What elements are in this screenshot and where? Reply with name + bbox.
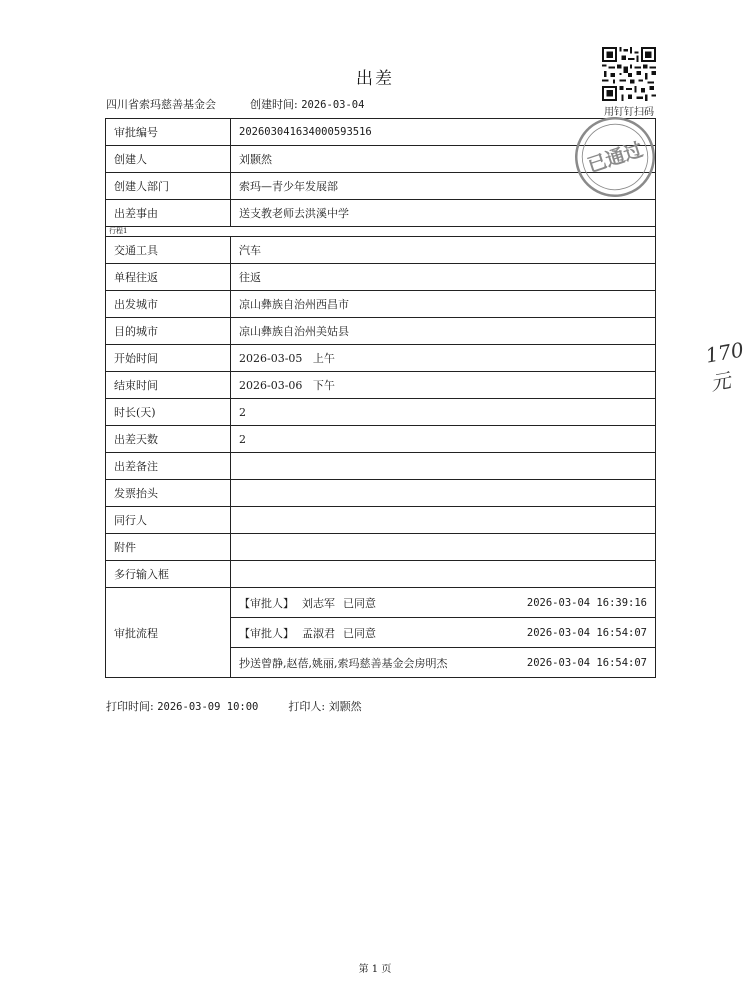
print-time-info bbox=[106, 698, 258, 714]
field-value: 2026-03-06 下午 bbox=[231, 372, 656, 399]
approval-step bbox=[231, 588, 655, 618]
field-label: 交通工具 bbox=[106, 237, 231, 264]
field-label: 出发城市 bbox=[106, 291, 231, 318]
field-label: 审批编号 bbox=[106, 119, 231, 146]
table-row bbox=[106, 453, 656, 480]
approval-flow bbox=[231, 588, 656, 678]
field-value: 索玛—青少年发展部 bbox=[231, 173, 656, 200]
travel-approval-table bbox=[105, 118, 656, 678]
section-header-row bbox=[106, 227, 656, 237]
table-row bbox=[106, 345, 656, 372]
field-value: 凉山彝族自治州西昌市 bbox=[231, 291, 656, 318]
created-label: 创建时间: bbox=[250, 98, 298, 111]
approval-flow-row bbox=[106, 588, 656, 678]
approver-role: 【审批人】 bbox=[239, 626, 294, 640]
table-row bbox=[106, 561, 656, 588]
table-row bbox=[106, 399, 656, 426]
field-label: 审批流程 bbox=[106, 588, 231, 678]
field-label: 附件 bbox=[106, 534, 231, 561]
approver-name: 孟淑君 bbox=[302, 626, 335, 640]
table-row bbox=[106, 507, 656, 534]
field-label: 开始时间 bbox=[106, 345, 231, 372]
field-value bbox=[231, 480, 656, 507]
field-value: 汽车 bbox=[231, 237, 656, 264]
field-label: 结束时间 bbox=[106, 372, 231, 399]
field-value bbox=[231, 534, 656, 561]
table-row bbox=[106, 237, 656, 264]
field-value: 202603041634000593516 bbox=[231, 119, 656, 146]
table-row bbox=[106, 291, 656, 318]
field-label: 单程往返 bbox=[106, 264, 231, 291]
approver-role: 【审批人】 bbox=[239, 596, 294, 610]
approval-status: 已同意 bbox=[343, 626, 376, 640]
field-label: 目的城市 bbox=[106, 318, 231, 345]
field-value bbox=[231, 453, 656, 480]
field-label: 出差天数 bbox=[106, 426, 231, 453]
approval-step bbox=[231, 618, 655, 648]
field-value: 刘颢然 bbox=[231, 146, 656, 173]
field-value: 往返 bbox=[231, 264, 656, 291]
field-value: 送支教老师去洪溪中学 bbox=[231, 200, 656, 227]
approval-time: 2026-03-04 16:39:16 bbox=[526, 596, 647, 609]
approver-name: 刘志军 bbox=[302, 596, 335, 610]
created-info bbox=[250, 96, 364, 112]
cc-recipients: 抄送曾静,赵蓓,姚丽,索玛慈善基金会房明杰 bbox=[239, 656, 448, 670]
table-row bbox=[106, 173, 656, 200]
table-row bbox=[106, 534, 656, 561]
qr-caption: 用钉钉扫码 bbox=[604, 107, 654, 118]
field-label: 创建人 bbox=[106, 146, 231, 173]
handwritten-note: 170元 bbox=[703, 337, 746, 396]
page-title: 出差 bbox=[356, 69, 394, 89]
field-label: 时长(天) bbox=[106, 399, 231, 426]
section-label: 行程1 bbox=[106, 227, 656, 237]
field-value: 2026-03-05 上午 bbox=[231, 345, 656, 372]
print-info bbox=[106, 698, 362, 714]
document-header bbox=[106, 96, 364, 112]
approval-status: 已同意 bbox=[343, 596, 376, 610]
field-label: 发票抬头 bbox=[106, 480, 231, 507]
table-row bbox=[106, 264, 656, 291]
field-value: 2 bbox=[231, 426, 656, 453]
page-number: 第 1 页 bbox=[358, 964, 392, 975]
field-value bbox=[231, 561, 656, 588]
field-value: 凉山彝族自治州美姑县 bbox=[231, 318, 656, 345]
table-row bbox=[106, 426, 656, 453]
print-time-label: 打印时间: bbox=[106, 700, 154, 713]
table-row bbox=[106, 200, 656, 227]
field-label: 出差事由 bbox=[106, 200, 231, 227]
printer-label: 打印人: bbox=[288, 700, 326, 713]
table-row bbox=[106, 480, 656, 507]
field-value bbox=[231, 507, 656, 534]
cc-step bbox=[231, 648, 655, 677]
field-label: 多行输入框 bbox=[106, 561, 231, 588]
organization-name: 四川省索玛慈善基金会 bbox=[106, 98, 216, 111]
stamp-text: 已通过 bbox=[584, 138, 646, 178]
printer-info bbox=[288, 698, 361, 714]
print-time: 2026-03-09 10:00 bbox=[157, 701, 259, 713]
table-row bbox=[106, 372, 656, 399]
approval-time: 2026-03-04 16:54:07 bbox=[526, 626, 647, 639]
field-label: 创建人部门 bbox=[106, 173, 231, 200]
table-row bbox=[106, 318, 656, 345]
field-value: 2 bbox=[231, 399, 656, 426]
qr-code-icon bbox=[602, 47, 656, 101]
created-date: 2026-03-04 bbox=[301, 99, 365, 111]
printer-name: 刘颢然 bbox=[328, 700, 362, 713]
cc-time: 2026-03-04 16:54:07 bbox=[526, 656, 647, 669]
field-label: 出差备注 bbox=[106, 453, 231, 480]
field-label: 同行人 bbox=[106, 507, 231, 534]
